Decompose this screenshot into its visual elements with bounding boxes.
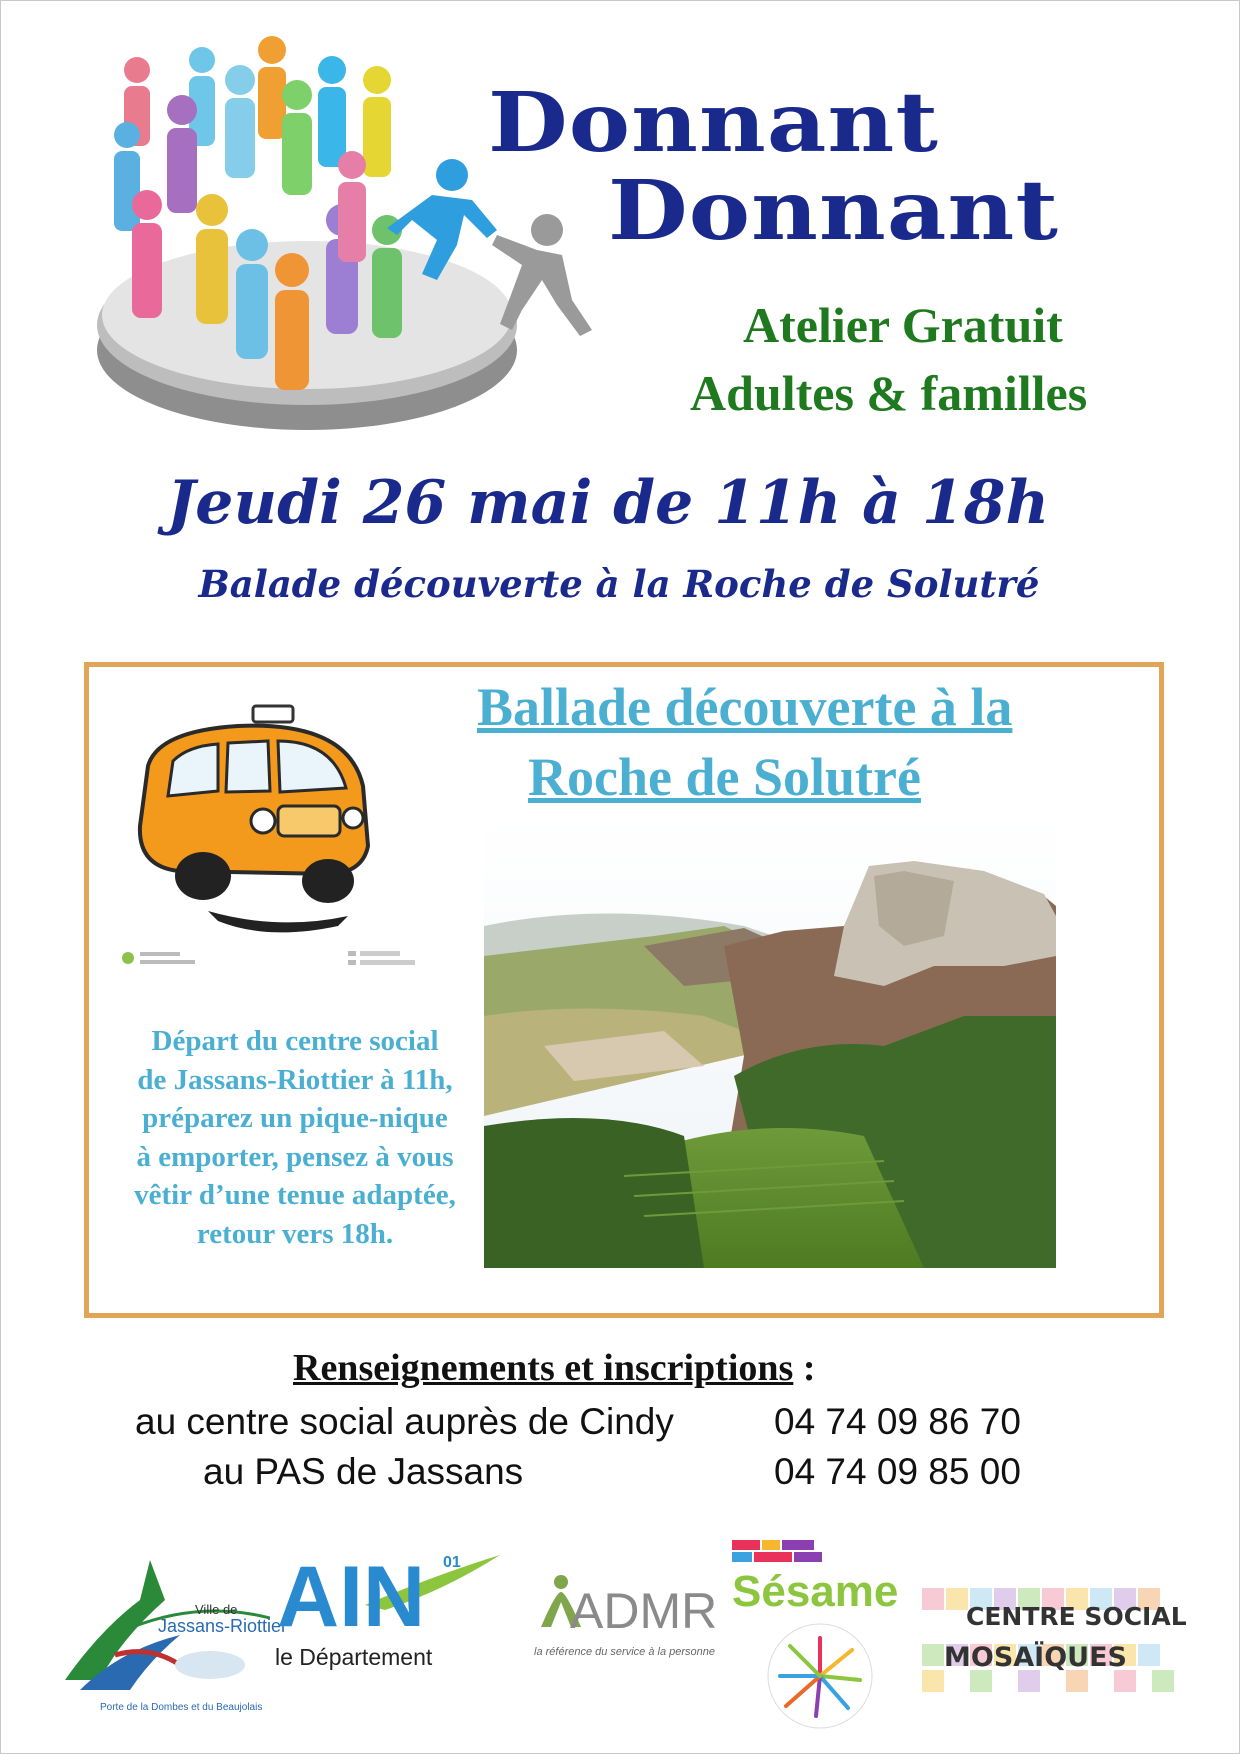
roche-de-solutre-photo	[484, 816, 1056, 1268]
description-line: retour vers 18h.	[196, 1217, 394, 1250]
sesame-name: Sésame	[732, 1567, 899, 1616]
description-line: vêtir d’une tenue adaptée,	[134, 1179, 456, 1211]
description-line: de Jassans-Riottier à 11h,	[137, 1063, 453, 1096]
description-line: à emporter, pensez à vous	[136, 1140, 454, 1173]
departure-description	[100, 1022, 490, 1253]
jassans-line2: Jassans-Riottier	[158, 1616, 288, 1636]
contact-heading-text: Renseignements et inscriptions	[293, 1347, 794, 1389]
admr-tagline: la référence du service à la personne	[534, 1646, 715, 1658]
bus-illustration	[118, 696, 398, 956]
title-line-1: Donnant	[488, 75, 939, 171]
download-watermark	[118, 948, 418, 968]
contact-phone-centre-social: 04 74 09 86 70	[774, 1401, 1021, 1442]
jassans-line1: Ville de	[195, 1602, 238, 1617]
contact-phone-pas: 04 74 09 85 00	[774, 1451, 1021, 1492]
event-date-time: Jeudi 26 mai de 11h à 18h	[166, 468, 1050, 538]
contact-label-centre-social: au centre social auprès de Cindy	[135, 1401, 674, 1442]
jassans-tagline: Porte de la Dombes et du Beaujolais	[100, 1702, 263, 1713]
ain-name: AIN	[277, 1549, 426, 1645]
ain-departement-logo	[275, 1550, 505, 1670]
sesame-rays-icon	[740, 1620, 900, 1732]
sesame-logo	[728, 1536, 918, 1736]
description-line: préparez un pique-nique	[142, 1102, 448, 1134]
mosaiques-line1: CENTRE SOCIAL	[966, 1602, 1187, 1631]
box-title-line-2: Roche de Solutré	[528, 747, 921, 807]
centre-social-mosaiques-logo	[922, 1588, 1187, 1696]
contact-heading-suffix: :	[793, 1347, 816, 1389]
jassans-riottier-logo	[60, 1540, 288, 1720]
admr-name: ADMR	[570, 1583, 718, 1639]
title-line-2: Donnant	[608, 163, 1059, 259]
contact-heading	[293, 1346, 815, 1390]
mosaiques-line2: MOSAÏQUES	[944, 1642, 1127, 1673]
ain-number: 01	[443, 1554, 461, 1571]
description-line: Départ du centre social	[151, 1025, 439, 1057]
subtitle-line-2: Adultes & familles	[690, 365, 1088, 421]
ain-sub: le Département	[275, 1644, 433, 1670]
contact-label-pas: au PAS de Jassans	[203, 1451, 524, 1492]
admr-logo	[530, 1572, 720, 1662]
subtitle-line-1: Atelier Gratuit	[743, 297, 1063, 353]
event-tagline: Balade découverte à la Roche de Solutré	[198, 562, 1040, 606]
box-title-line-1: Ballade découverte à la	[477, 677, 1013, 737]
